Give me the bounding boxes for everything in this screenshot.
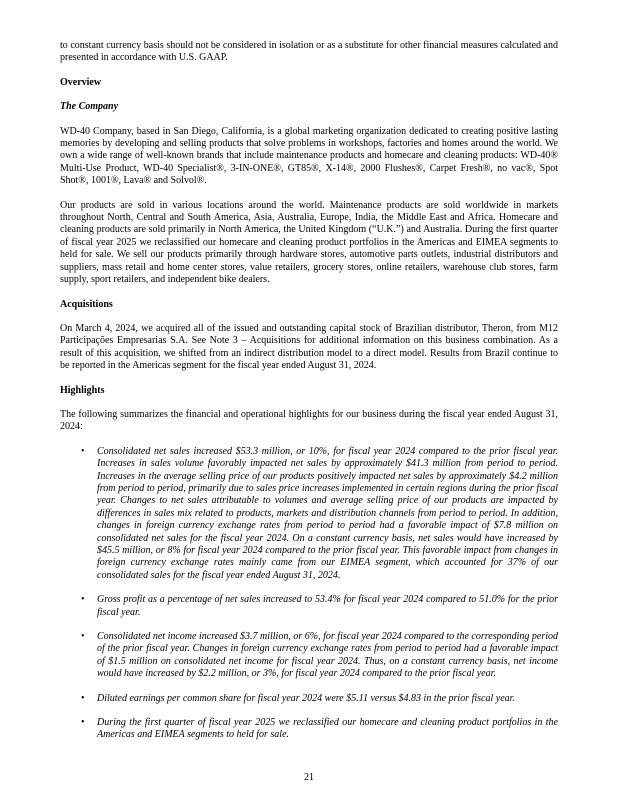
paragraph-products-distribution: Our products are sold in various locations around the world. Maintenance products are sold worldwide in markets throughout North, Central and South America, Asia, Australia, Europe, India, the Middle East and Africa. Homecare and cleaning products are sold primarily in North America, the United Kingdom (“U.K.”) and Australia. During the first quarter of fiscal year 2025 we reclassified our homecare and cleaning product portfolios in the Americas and EIMEA segments to held for sale. We sell our products primarily through hardware stores, automotive parts outlets, industrial distributors and suppliers, mass retail and home center stores, value retailers, grocery stores, online retailers, warehouse club stores, farm supply, sport retailers, and independent bike dealers. (60, 199, 558, 286)
bullet-icon: • (81, 631, 85, 643)
bullet-icon: • (81, 594, 85, 606)
heading-overview: Overview (60, 76, 102, 88)
bullet-icon: • (81, 717, 85, 729)
heading-highlights: Highlights (60, 384, 105, 396)
list-item (60, 446, 558, 582)
heading-the-company: The Company (60, 101, 119, 113)
page-number: 21 (304, 771, 314, 783)
list-item (60, 717, 558, 742)
list-item (60, 693, 558, 705)
paragraph-constant-currency-continuation: to constant currency basis should not be considered in isolation or as a substitute for other financial measures calculated and presented in accordance with U.S. GAAP. (60, 40, 558, 64)
bullet-icon: • (81, 445, 85, 457)
list-item (60, 594, 558, 619)
paragraph-company-description: WD-40 Company, based in San Diego, California, is a global marketing organization dedicated to creating positive lasting memories by developing and selling products that solve problems in workshops, factories and homes around the world. We own a wide range of well-known brands that include maintenance products and homecare and cleaning products: WD-40® Multi-Use Product, WD-40 Specialist®, 3-IN-ONE®, GT85®, X-14®, 2000 Flushes®, Carpet Fresh®, no vac®, Spot Shot®, 1001®, Lava® and Solvol®. (60, 125, 558, 187)
list-item (60, 631, 558, 681)
highlights-bullet-list (60, 446, 558, 742)
bullet-gross-profit: Gross profit as a percentage of net sales increased to 53.4% for fiscal year 2024 compared to 51.0% for the prior fiscal year. (97, 594, 558, 618)
paragraph-highlights-intro: The following summarizes the financial and operational highlights for our business during the fiscal year ended August 31, 2024: (60, 408, 558, 433)
paragraph-acquisitions-body: On March 4, 2024, we acquired all of the issued and outstanding capital stock of Brazilian distributor, Theron, from M12 Participações Empresarias S.A. See Note 3 – Acquisitions for additional information on this business combination. As a result of this acquisition, we shifted from an indirect distribution model to a direct model. Results from Brazil continue to be reported in the Americas segment for the fiscal year ended August 31, 2024. (60, 322, 558, 372)
bullet-net-sales: Consolidated net sales increased $53.3 million, or 10%, for fiscal year 2024 compared to the prior fiscal year. Increases in sales volume favorably impacted net sales by approximately $41.3 million from period to period. Increases in the average selling price of our products positively impacted net sales by approximately $4.2 million from period to period, primarily due to sales price increases implemented in certain regions during the prior fiscal year. Changes to net sales attributable to volumes and average selling price of our products are impacted by differences in sales mix related to products, markets and distribution channels from period to period. In addition, changes in foreign currency exchange rates from period to period had a favorable impact of $7.8 million on consolidated net sales for the fiscal year 2024. On a constant currency basis, net sales would have increased by $45.5 million, or 8% for fiscal year 2024 compared to the prior fiscal year. This favorable impact from changes in foreign currency exchange rates mainly came from our EIMEA segment, which accounted for 37% of our consolidated sales for the fiscal year ended August 31, 2024. (97, 445, 558, 581)
bullet-diluted-eps: Diluted earnings per common share for fiscal year 2024 were $5.11 versus $4.83 in the prior fiscal year. (97, 692, 515, 704)
bullet-icon: • (81, 692, 85, 704)
bullet-net-income: Consolidated net income increased $3.7 million, or 6%, for fiscal year 2024 compared to the corresponding period of the prior fiscal year. Changes in foreign currency exchange rates from period to period had a favorable impact of $1.5 million on consolidated net income for fiscal year 2024. Thus, on a constant currency basis, net income would have increased by $2.2 million, or 3%, for fiscal year 2024 compared to the prior fiscal year. (97, 631, 558, 680)
heading-acquisitions: Acquisitions (60, 298, 113, 310)
bullet-held-for-sale: During the first quarter of fiscal year 2025 we reclassified our homecare and cleaning product portfolios in the Americas and EIMEA segments to held for sale. (97, 717, 558, 741)
